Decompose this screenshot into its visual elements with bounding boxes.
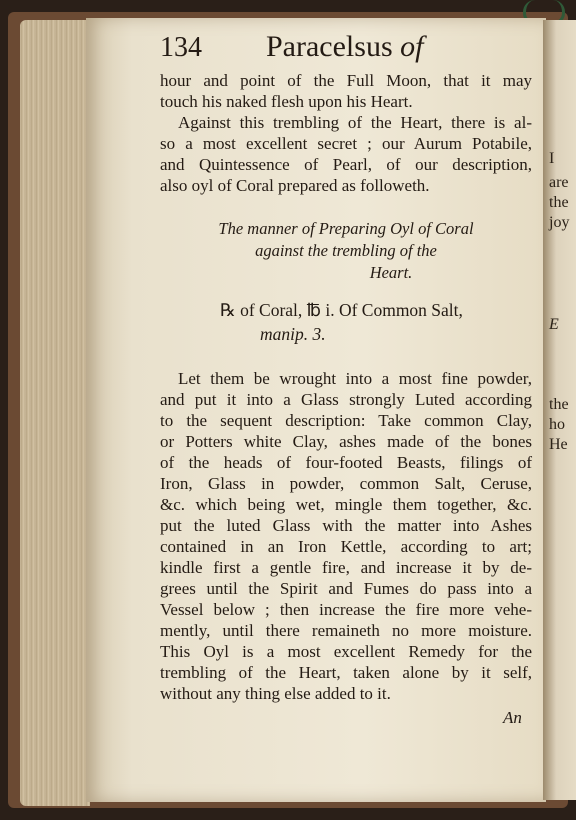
text-line: hour and point of the Full Moon, that it may	[160, 71, 532, 90]
facing-fragment: He	[549, 436, 568, 453]
page-number: 134	[160, 32, 202, 63]
facing-page-edge	[543, 20, 576, 800]
text-line: to the sequent description: Take common Clay,	[160, 411, 532, 430]
text-line: so a most excellent secret ; our Aurum Potabile,	[160, 134, 532, 153]
text-line: and put it into a Glass strongly Luted according	[160, 390, 532, 409]
text-line: touch his naked flesh upon his Heart.	[160, 92, 413, 111]
text-line: and Quintessence of Pearl, of our description,	[160, 155, 532, 174]
text-line: also oyl of Coral prepared as followeth.	[160, 176, 430, 195]
section-title-line: against the trembling of the	[255, 241, 437, 260]
text-line: contained in an Iron Kettle, according to art;	[160, 537, 532, 556]
text-line: Let them be wrought into a most fine powder,	[178, 369, 532, 388]
catchword: An	[503, 708, 522, 727]
facing-fragment: the	[549, 396, 569, 413]
text-line: mently, until there remaineth no more moisture.	[160, 621, 532, 640]
section-title-line: Heart.	[369, 263, 413, 282]
page-text	[160, 30, 532, 704]
text-line: grees until the Spirit and Fumes do pass into a	[160, 579, 532, 598]
page-header	[160, 30, 532, 70]
recipe-line: manip. 3.	[260, 324, 326, 344]
text-line: kindle first a gentle fire, and increase it by de-	[160, 558, 532, 577]
text-line: or Potters white Clay, ashes made of the bones	[160, 432, 532, 451]
facing-fragment: are	[549, 174, 569, 191]
text-line: &c. which being wet, mingle them together, &c.	[160, 495, 532, 514]
page-edges	[20, 20, 90, 806]
running-title-name: Paracelsus	[266, 30, 393, 63]
running-title	[266, 30, 423, 64]
running-title-of: of	[400, 30, 424, 63]
text-line: trembling of the Heart, taken alone by it self,	[160, 663, 532, 682]
text-line: put the luted Glass with the matter into Ashes	[160, 516, 532, 535]
text-line: This Oyl is a most excellent Remedy for the	[160, 642, 532, 661]
text-line: Against this trembling of the Heart, there is al-	[178, 113, 532, 132]
section-title-line: The manner of Preparing Oyl of Coral	[218, 219, 474, 238]
facing-fragment: I	[549, 150, 555, 167]
facing-fragment: the	[549, 194, 569, 211]
text-line: Vessel below ; then increase the fire more vehe-	[160, 600, 532, 619]
facing-fragment: ho	[549, 416, 565, 433]
facing-fragment: E	[549, 316, 559, 333]
text-line: Iron, Glass in powder, common Salt, Ceruse,	[160, 474, 532, 493]
text-line: without any thing else added to it.	[160, 684, 391, 703]
text-line: of the heads of four-footed Beasts, filings of	[160, 453, 532, 472]
recipe-line: ℞ of Coral, ℔ i. Of Common Salt,	[220, 300, 463, 320]
facing-fragment: joy	[549, 214, 570, 231]
